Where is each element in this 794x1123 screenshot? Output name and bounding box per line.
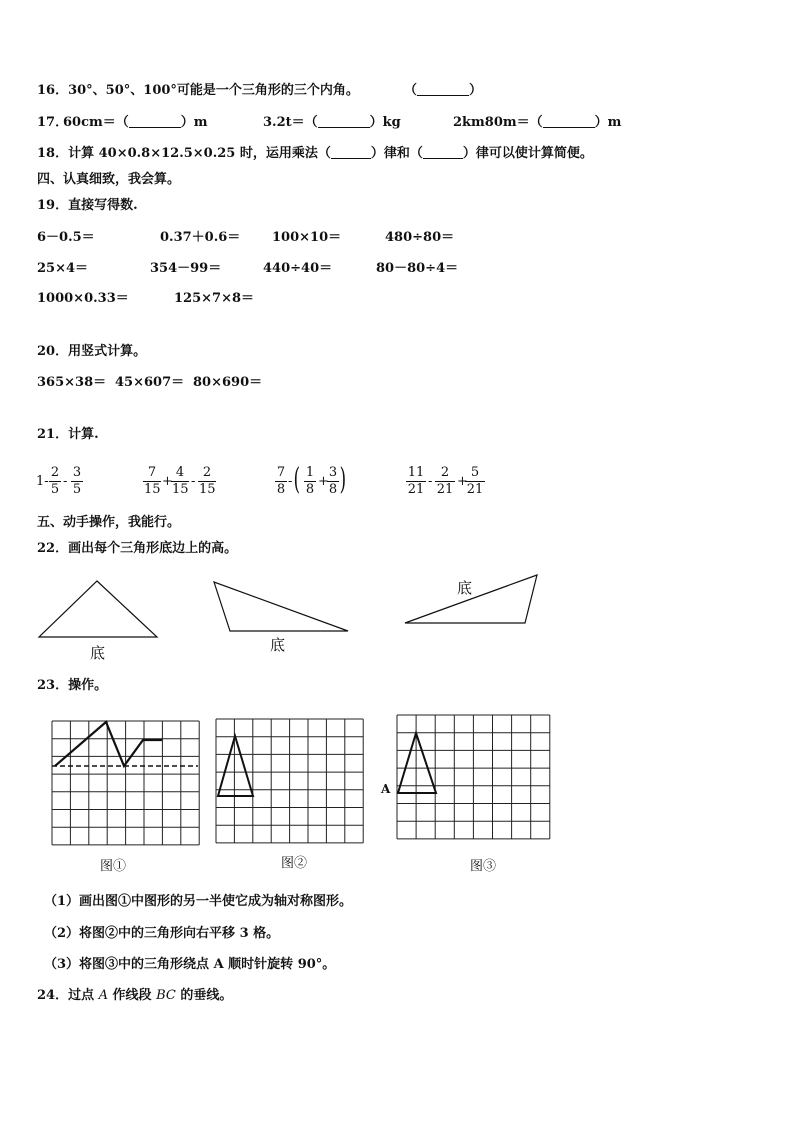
question-22-title: 22．画出每个三角形底边上的高。 — [37, 541, 238, 556]
question-20-title: 20．用竖式计算。 — [37, 344, 147, 359]
question-17-part-a: 60cm＝（ ）m — [63, 115, 208, 130]
fraction: 4 15 — [172, 465, 189, 497]
triangle-figure-2 — [218, 736, 253, 796]
mental-math-item: 25×4＝ — [37, 261, 89, 276]
question-23-title: 23．操作。 — [37, 678, 108, 693]
grid-figure-1 — [52, 721, 199, 845]
base-label-3: 底 — [457, 579, 473, 597]
fraction: 7 8 — [276, 465, 286, 497]
task-3: （3）将图③中的三角形绕点 A 顺时针旋转 90°。 — [44, 957, 336, 972]
mental-math-item: 440÷40＝ — [263, 261, 333, 276]
segment-bc-var: BC — [156, 988, 176, 1003]
right-parenthesis: ) — [339, 462, 347, 497]
mental-math-item: 0.37＋0.6＝ — [160, 230, 241, 245]
mental-math-item: 100×10＝ — [272, 230, 342, 245]
point-a-label: A — [381, 782, 391, 796]
figure-1-caption: 图① — [100, 859, 127, 874]
question-16: 16．30°、50°、100°可能是一个三角形的三个内角。 （ ） — [37, 83, 483, 98]
task-2: （2）将图②中的三角形向右平移 3 格。 — [44, 926, 280, 941]
fraction: 5 21 — [466, 465, 484, 497]
question-21-title: 21．计算. — [37, 427, 99, 442]
fraction: 3 8 — [328, 465, 338, 497]
fraction: 7 15 — [144, 465, 161, 497]
fraction: 2 21 — [436, 465, 454, 497]
mental-math-item: 480÷80＝ — [385, 230, 455, 245]
triangle-figure-3 — [398, 733, 436, 793]
left-parenthesis: ( — [293, 462, 301, 497]
fraction: 2 15 — [199, 465, 216, 497]
point-a-var: A — [98, 988, 109, 1003]
task-1: （1）画出图①中图形的另一半使它成为轴对称图形。 — [44, 894, 353, 909]
mental-math-item: 80－80÷4＝ — [376, 261, 459, 276]
vertical-calc-item: 45×607＝ — [115, 375, 185, 390]
figure-3-caption: 图③ — [470, 859, 497, 874]
fraction: 2 5 — [50, 465, 60, 497]
section-5-heading: 五、动手操作，我能行。 — [37, 515, 181, 530]
half-figure-shape — [55, 722, 162, 766]
grid-figure-3 — [397, 715, 550, 839]
vertical-calc-item: 80×690＝ — [193, 375, 263, 390]
mental-math-item: 125×7×8＝ — [174, 291, 255, 306]
question-17-number: 17． — [37, 115, 69, 130]
question-18: 18．计算 40×0.8×12.5×0.25 时，运用乘法（ ）律和（ ）律可以使计算简便。 — [37, 146, 593, 161]
fraction: 11 21 — [407, 465, 425, 497]
section-4-heading: 四、认真细致，我会算。 — [37, 172, 181, 187]
question-17-part-b: 3.2t＝（ ）kg — [263, 115, 401, 130]
question-17-part-c: 2km80m＝（ ）m — [453, 115, 622, 130]
mental-math-item: 354－99＝ — [150, 261, 222, 276]
question-19-title: 19．直接写得数. — [37, 198, 138, 213]
grid-figure-2 — [216, 719, 363, 843]
vertical-calc-item: 365×38＝ — [37, 375, 107, 390]
fraction: 3 5 — [72, 465, 82, 497]
question-16-text: 16．30°、50°、100°可能是一个三角形的三个内角。 — [37, 83, 359, 98]
mental-math-item: 1000×0.33＝ — [37, 291, 129, 306]
question-24: 24．过点 A 作线段 BC 的垂线。 — [37, 988, 233, 1003]
base-label-1: 底 — [90, 644, 106, 662]
base-label-2: 底 — [270, 636, 286, 654]
figure-2-caption: 图② — [281, 856, 308, 871]
fraction: 1 8 — [305, 465, 315, 497]
mental-math-item: 6－0.5＝ — [37, 230, 95, 245]
